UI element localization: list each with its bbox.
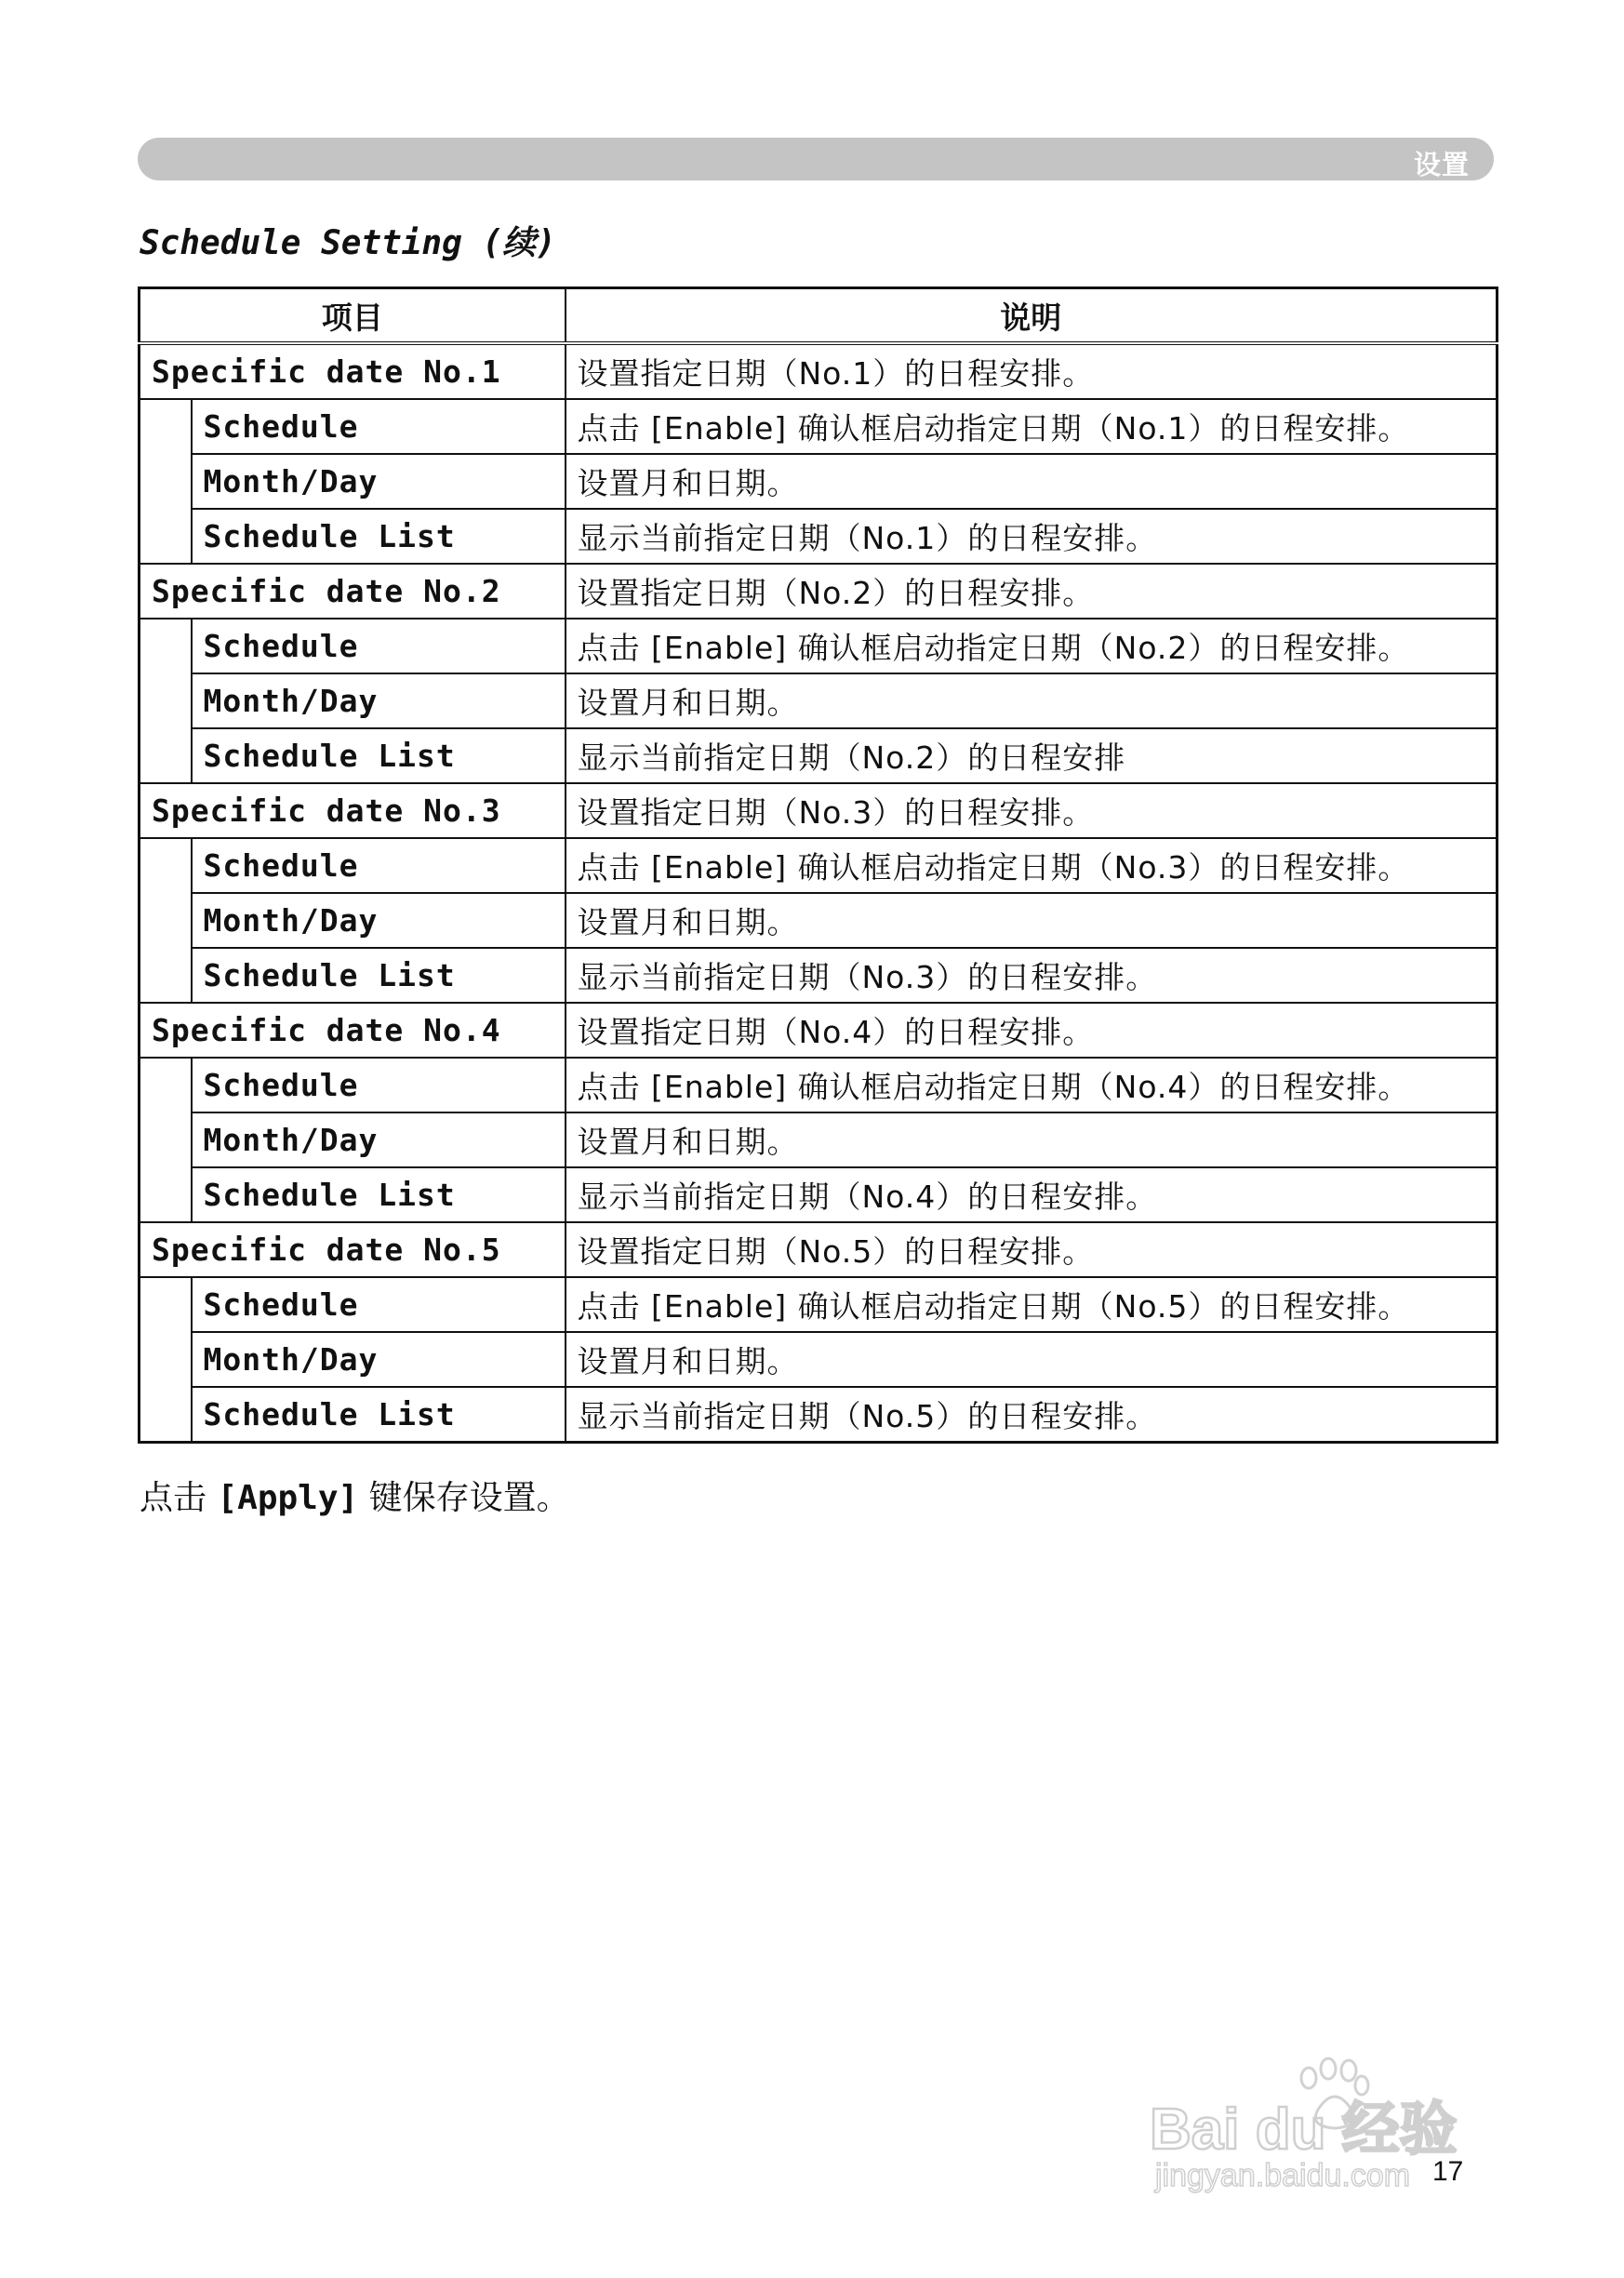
watermark-brand: Bai du 经验 bbox=[1150, 2098, 1458, 2162]
setting-item: Month/Day bbox=[192, 1332, 566, 1387]
row-indent bbox=[140, 1058, 192, 1112]
specific-date-item: Specific date No.5 bbox=[140, 1222, 566, 1277]
description-column-header: 说明 bbox=[566, 288, 1498, 344]
row-indent bbox=[140, 1387, 192, 1443]
table-sub-row bbox=[140, 1277, 1498, 1332]
setting-description: 点击 [Enable] 确认框启动指定日期（No.5）的日程安排。 bbox=[566, 1277, 1498, 1332]
footer-note bbox=[140, 1472, 570, 1519]
setting-item: Schedule bbox=[192, 619, 566, 673]
row-indent bbox=[140, 948, 192, 1003]
specific-date-description: 设置指定日期（No.2）的日程安排。 bbox=[566, 564, 1498, 619]
setting-description: 点击 [Enable] 确认框启动指定日期（No.4）的日程安排。 bbox=[566, 1058, 1498, 1112]
setting-description: 点击 [Enable] 确认框启动指定日期（No.1）的日程安排。 bbox=[566, 399, 1498, 454]
setting-description: 显示当前指定日期（No.4）的日程安排。 bbox=[566, 1167, 1498, 1222]
row-indent bbox=[140, 1332, 192, 1387]
setting-description: 设置月和日期。 bbox=[566, 454, 1498, 509]
setting-item: Month/Day bbox=[192, 1112, 566, 1167]
setting-item: Schedule bbox=[192, 838, 566, 893]
setting-item: Schedule bbox=[192, 1277, 566, 1332]
page-number: 17 bbox=[1432, 2156, 1464, 2187]
row-indent bbox=[140, 673, 192, 728]
row-indent bbox=[140, 509, 192, 564]
item-column-header: 项目 bbox=[140, 288, 566, 344]
table-sub-row bbox=[140, 893, 1498, 948]
table-sub-row bbox=[140, 838, 1498, 893]
specific-date-description: 设置指定日期（No.5）的日程安排。 bbox=[566, 1222, 1498, 1277]
table-group-row bbox=[140, 1222, 1498, 1277]
specific-date-description: 设置指定日期（No.3）的日程安排。 bbox=[566, 783, 1498, 838]
table-sub-row bbox=[140, 619, 1498, 673]
apply-button-label: [Apply] bbox=[217, 1479, 359, 1517]
setting-item: Schedule bbox=[192, 1058, 566, 1112]
setting-description: 显示当前指定日期（No.2）的日程安排 bbox=[566, 728, 1498, 783]
table-group-row bbox=[140, 564, 1498, 619]
setting-description: 设置月和日期。 bbox=[566, 1332, 1498, 1387]
baidu-jingyan-watermark-logo bbox=[1146, 2056, 1537, 2195]
footer-prefix: 点击 bbox=[140, 1479, 207, 1517]
table-header-row bbox=[140, 288, 1498, 344]
table-group-row bbox=[140, 783, 1498, 838]
row-indent bbox=[140, 838, 192, 893]
table-sub-row bbox=[140, 454, 1498, 509]
setting-item: Schedule bbox=[192, 399, 566, 454]
row-indent bbox=[140, 399, 192, 454]
row-indent bbox=[140, 454, 192, 509]
table-sub-row bbox=[140, 728, 1498, 783]
table-sub-row bbox=[140, 509, 1498, 564]
setting-item: Schedule List bbox=[192, 728, 566, 783]
setting-item: Month/Day bbox=[192, 893, 566, 948]
table-group-row bbox=[140, 1003, 1498, 1058]
setting-item: Month/Day bbox=[192, 673, 566, 728]
setting-item: Schedule List bbox=[192, 509, 566, 564]
row-indent bbox=[140, 893, 192, 948]
section-title: Schedule Setting (续) bbox=[140, 224, 556, 262]
setting-description: 设置月和日期。 bbox=[566, 893, 1498, 948]
specific-date-description: 设置指定日期（No.1）的日程安排。 bbox=[566, 343, 1498, 399]
table-sub-row bbox=[140, 1167, 1498, 1222]
table-sub-row bbox=[140, 673, 1498, 728]
specific-date-item: Specific date No.1 bbox=[140, 343, 566, 399]
setting-description: 显示当前指定日期（No.5）的日程安排。 bbox=[566, 1387, 1498, 1443]
section-header-bar bbox=[138, 138, 1494, 180]
row-indent bbox=[140, 728, 192, 783]
specific-date-item: Specific date No.4 bbox=[140, 1003, 566, 1058]
footer-suffix: 键保存设置。 bbox=[368, 1479, 570, 1517]
row-indent bbox=[140, 1277, 192, 1332]
table-sub-row bbox=[140, 1387, 1498, 1443]
setting-description: 点击 [Enable] 确认框启动指定日期（No.3）的日程安排。 bbox=[566, 838, 1498, 893]
watermark-url: jingyan.baidu.com bbox=[1155, 2158, 1411, 2193]
table-body bbox=[140, 343, 1498, 1443]
setting-item: Schedule List bbox=[192, 948, 566, 1003]
setting-item: Month/Day bbox=[192, 454, 566, 509]
table-sub-row bbox=[140, 1058, 1498, 1112]
specific-date-item: Specific date No.3 bbox=[140, 783, 566, 838]
row-indent bbox=[140, 1167, 192, 1222]
row-indent bbox=[140, 1112, 192, 1167]
table-sub-row bbox=[140, 948, 1498, 1003]
section-label: 设置 bbox=[1413, 149, 1470, 180]
specific-date-description: 设置指定日期（No.4）的日程安排。 bbox=[566, 1003, 1498, 1058]
setting-description: 设置月和日期。 bbox=[566, 1112, 1498, 1167]
table-group-row bbox=[140, 343, 1498, 399]
setting-item: Schedule List bbox=[192, 1167, 566, 1222]
setting-description: 显示当前指定日期（No.1）的日程安排。 bbox=[566, 509, 1498, 564]
setting-description: 设置月和日期。 bbox=[566, 673, 1498, 728]
table-sub-row bbox=[140, 399, 1498, 454]
row-indent bbox=[140, 619, 192, 673]
setting-description: 显示当前指定日期（No.3）的日程安排。 bbox=[566, 948, 1498, 1003]
setting-item: Schedule List bbox=[192, 1387, 566, 1443]
table-sub-row bbox=[140, 1112, 1498, 1167]
table-sub-row bbox=[140, 1332, 1498, 1387]
setting-description: 点击 [Enable] 确认框启动指定日期（No.2）的日程安排。 bbox=[566, 619, 1498, 673]
schedule-settings-table bbox=[138, 286, 1498, 1444]
specific-date-item: Specific date No.2 bbox=[140, 564, 566, 619]
